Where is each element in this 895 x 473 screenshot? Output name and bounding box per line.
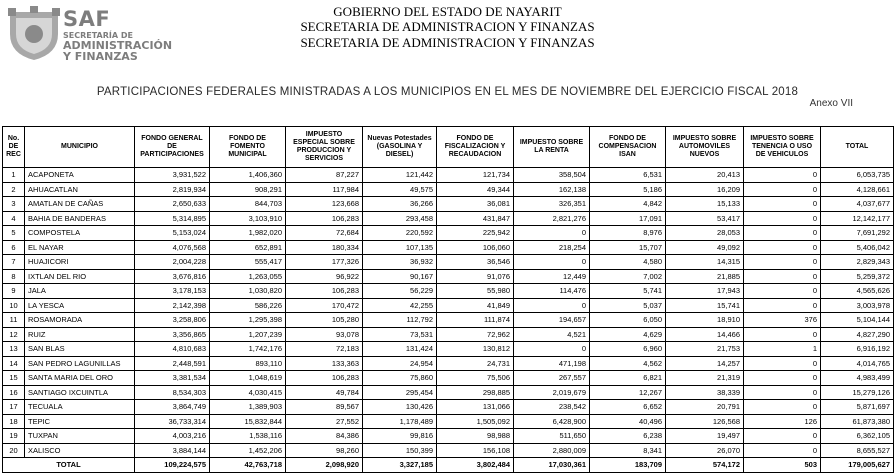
amount-cell: 293,458 [363, 211, 437, 226]
amount-cell: 0 [744, 269, 821, 284]
amount-cell: 53,417 [666, 211, 744, 226]
amount-cell: 3,103,910 [210, 211, 286, 226]
header-secretariat-repeat: SECRETARIA DE ADMINISTRACION Y FINANZAS [300, 35, 595, 50]
amount-cell: 0 [514, 298, 590, 313]
amount-cell: 225,942 [437, 226, 514, 241]
amount-cell: 49,092 [666, 240, 744, 255]
amount-cell: 98,988 [437, 429, 514, 444]
amount-cell: 218,254 [514, 240, 590, 255]
amount-cell: 1,982,020 [210, 226, 286, 241]
amount-cell: 87,227 [286, 168, 363, 183]
amount-cell: 40,496 [590, 414, 666, 429]
amount-cell: 19,497 [666, 429, 744, 444]
amount-cell: 16,209 [666, 182, 744, 197]
amount-cell: 1 [744, 342, 821, 357]
amount-cell: 6,050 [590, 313, 666, 328]
column-header: FONDO GENERAL DE PARTICIPACIONES [135, 127, 210, 168]
total-row [3, 458, 894, 473]
annex-label: Anexo VII [809, 98, 853, 109]
amount-cell: 5,314,895 [135, 211, 210, 226]
amount-cell: 156,108 [437, 443, 514, 458]
row-number: 9 [3, 284, 25, 299]
amount-cell: 90,167 [363, 269, 437, 284]
amount-cell: 56,229 [363, 284, 437, 299]
amount-cell: 555,417 [210, 255, 286, 270]
amount-cell: 3,884,144 [135, 443, 210, 458]
amount-cell: 106,283 [286, 284, 363, 299]
amount-cell: 6,238 [590, 429, 666, 444]
amount-cell: 4,983,499 [821, 371, 894, 386]
amount-cell: 4,827,290 [821, 327, 894, 342]
amount-cell: 15,133 [666, 197, 744, 212]
amount-cell: 298,885 [437, 385, 514, 400]
participations-table [2, 126, 894, 473]
municipality-name: EL NAYAR [25, 240, 135, 255]
municipality-name: AHUACATLAN [25, 182, 135, 197]
amount-cell: 28,053 [666, 226, 744, 241]
row-number: 7 [3, 255, 25, 270]
amount-cell: 3,178,153 [135, 284, 210, 299]
amount-cell: 3,356,865 [135, 327, 210, 342]
amount-cell: 96,922 [286, 269, 363, 284]
amount-cell: 0 [744, 182, 821, 197]
amount-cell: 220,592 [363, 226, 437, 241]
amount-cell: 6,960 [590, 342, 666, 357]
row-number: 2 [3, 182, 25, 197]
municipality-name: ACAPONETA [25, 168, 135, 183]
municipality-name: ROSAMORADA [25, 313, 135, 328]
amount-cell: 17,091 [590, 211, 666, 226]
amount-cell: 72,684 [286, 226, 363, 241]
amount-cell: 4,810,683 [135, 342, 210, 357]
amount-cell: 7,002 [590, 269, 666, 284]
amount-cell: 21,885 [666, 269, 744, 284]
table-row [3, 298, 894, 313]
amount-cell: 61,873,380 [821, 414, 894, 429]
row-number: 6 [3, 240, 25, 255]
municipality-name: TECUALA [25, 400, 135, 415]
row-number: 17 [3, 400, 25, 415]
table-row [3, 240, 894, 255]
amount-cell: 2,880,009 [514, 443, 590, 458]
row-number: 5 [3, 226, 25, 241]
table-row [3, 414, 894, 429]
amount-cell: 15,832,844 [210, 414, 286, 429]
amount-cell: 0 [514, 342, 590, 357]
amount-cell: 1,452,206 [210, 443, 286, 458]
amount-cell: 0 [514, 226, 590, 241]
amount-cell: 267,557 [514, 371, 590, 386]
amount-cell: 0 [744, 284, 821, 299]
amount-cell: 5,741 [590, 284, 666, 299]
amount-cell: 511,650 [514, 429, 590, 444]
row-number: 1 [3, 168, 25, 183]
municipality-name: LA YESCA [25, 298, 135, 313]
table-row [3, 284, 894, 299]
amount-cell: 1,178,489 [363, 414, 437, 429]
amount-cell: 36,266 [363, 197, 437, 212]
column-header: FONDO DE COMPENSACION ISAN [590, 127, 666, 168]
amount-cell: 93,078 [286, 327, 363, 342]
amount-cell: 1,295,398 [210, 313, 286, 328]
column-header: IMPUESTO SOBRE TENENCIA O USO DE VEHICULOS [744, 127, 821, 168]
amount-cell: 5,153,024 [135, 226, 210, 241]
column-header: FONDO DE FOMENTO MUNICIPAL [210, 127, 286, 168]
municipality-name: JALA [25, 284, 135, 299]
amount-cell: 107,135 [363, 240, 437, 255]
amount-cell: 24,731 [437, 356, 514, 371]
amount-cell: 1,406,360 [210, 168, 286, 183]
total-amount: 17,030,361 [514, 458, 590, 473]
amount-cell: 5,406,042 [821, 240, 894, 255]
column-header: FONDO DE FISCALIZACION Y RECAUDACION [437, 127, 514, 168]
total-amount: 503 [744, 458, 821, 473]
amount-cell: 36,932 [363, 255, 437, 270]
amount-cell: 4,580 [590, 255, 666, 270]
municipality-name: HUAJICORI [25, 255, 135, 270]
municipality-name: AMATLAN DE CAÑAS [25, 197, 135, 212]
column-header: IMPUESTO SOBRE LA RENTA [514, 127, 590, 168]
amount-cell: 126 [744, 414, 821, 429]
row-number: 4 [3, 211, 25, 226]
amount-cell: 6,652 [590, 400, 666, 415]
amount-cell: 0 [514, 255, 590, 270]
amount-cell: 98,260 [286, 443, 363, 458]
amount-cell: 36,733,314 [135, 414, 210, 429]
amount-cell: 2,448,591 [135, 356, 210, 371]
row-number: 8 [3, 269, 25, 284]
amount-cell: 36,081 [437, 197, 514, 212]
municipality-name: SAN PEDRO LAGUNILLAS [25, 356, 135, 371]
amount-cell: 238,542 [514, 400, 590, 415]
amount-cell: 2,004,228 [135, 255, 210, 270]
amount-cell: 105,280 [286, 313, 363, 328]
amount-cell: 130,812 [437, 342, 514, 357]
municipality-name: COMPOSTELA [25, 226, 135, 241]
table-row [3, 342, 894, 357]
amount-cell: 5,259,372 [821, 269, 894, 284]
amount-cell: 49,344 [437, 182, 514, 197]
amount-cell: 4,521 [514, 327, 590, 342]
amount-cell: 15,279,126 [821, 385, 894, 400]
amount-cell: 893,110 [210, 356, 286, 371]
amount-cell: 6,053,735 [821, 168, 894, 183]
amount-cell: 12,449 [514, 269, 590, 284]
amount-cell: 1,742,176 [210, 342, 286, 357]
amount-cell: 0 [744, 168, 821, 183]
table-row [3, 211, 894, 226]
table-row [3, 429, 894, 444]
amount-cell: 4,562 [590, 356, 666, 371]
amount-cell: 49,575 [363, 182, 437, 197]
table-row [3, 226, 894, 241]
amount-cell: 14,315 [666, 255, 744, 270]
amount-cell: 1,207,239 [210, 327, 286, 342]
amount-cell: 106,283 [286, 211, 363, 226]
amount-cell: 21,753 [666, 342, 744, 357]
amount-cell: 3,931,522 [135, 168, 210, 183]
amount-cell: 72,183 [286, 342, 363, 357]
amount-cell: 6,916,192 [821, 342, 894, 357]
amount-cell: 15,741 [666, 298, 744, 313]
amount-cell: 0 [744, 197, 821, 212]
amount-cell: 126,568 [666, 414, 744, 429]
amount-cell: 111,874 [437, 313, 514, 328]
municipality-name: SANTA MARIA DEL ORO [25, 371, 135, 386]
row-number: 18 [3, 414, 25, 429]
municipality-name: SANTIAGO IXCUINTLA [25, 385, 135, 400]
amount-cell: 358,504 [514, 168, 590, 183]
amount-cell: 6,428,900 [514, 414, 590, 429]
amount-cell: 0 [744, 429, 821, 444]
amount-cell: 0 [744, 371, 821, 386]
amount-cell: 4,014,765 [821, 356, 894, 371]
total-amount: 179,005,627 [821, 458, 894, 473]
amount-cell: 5,104,144 [821, 313, 894, 328]
amount-cell: 55,980 [437, 284, 514, 299]
logo-brand: SAF [63, 7, 111, 31]
amount-cell: 1,263,055 [210, 269, 286, 284]
amount-cell: 4,629 [590, 327, 666, 342]
amount-cell: 8,655,527 [821, 443, 894, 458]
amount-cell: 4,842 [590, 197, 666, 212]
amount-cell: 376 [744, 313, 821, 328]
amount-cell: 1,538,116 [210, 429, 286, 444]
amount-cell: 2,650,633 [135, 197, 210, 212]
amount-cell: 73,531 [363, 327, 437, 342]
amount-cell: 6,362,105 [821, 429, 894, 444]
amount-cell: 0 [744, 400, 821, 415]
amount-cell: 4,030,415 [210, 385, 286, 400]
amount-cell: 121,734 [437, 168, 514, 183]
amount-cell: 0 [744, 443, 821, 458]
amount-cell: 180,334 [286, 240, 363, 255]
amount-cell: 0 [744, 255, 821, 270]
table-row [3, 371, 894, 386]
municipality-name: TUXPAN [25, 429, 135, 444]
amount-cell: 6,531 [590, 168, 666, 183]
amount-cell: 194,657 [514, 313, 590, 328]
amount-cell: 0 [744, 327, 821, 342]
amount-cell: 4,076,568 [135, 240, 210, 255]
amount-cell: 133,363 [286, 356, 363, 371]
amount-cell: 2,142,398 [135, 298, 210, 313]
amount-cell: 89,567 [286, 400, 363, 415]
table-row [3, 168, 894, 183]
amount-cell: 2,819,934 [135, 182, 210, 197]
table-row [3, 356, 894, 371]
amount-cell: 72,962 [437, 327, 514, 342]
amount-cell: 170,472 [286, 298, 363, 313]
amount-cell: 5,871,697 [821, 400, 894, 415]
amount-cell: 1,505,092 [437, 414, 514, 429]
municipality-name: SAN BLAS [25, 342, 135, 357]
table-row [3, 400, 894, 415]
amount-cell: 131,066 [437, 400, 514, 415]
amount-cell: 131,424 [363, 342, 437, 357]
total-amount: 3,327,185 [363, 458, 437, 473]
amount-cell: 84,386 [286, 429, 363, 444]
amount-cell: 3,864,749 [135, 400, 210, 415]
amount-cell: 26,070 [666, 443, 744, 458]
amount-cell: 91,076 [437, 269, 514, 284]
amount-cell: 844,703 [210, 197, 286, 212]
table-row [3, 443, 894, 458]
amount-cell: 41,849 [437, 298, 514, 313]
amount-cell: 5,037 [590, 298, 666, 313]
column-header: IMPUESTO SOBRE AUTOMOVILES NUEVOS [666, 127, 744, 168]
amount-cell: 75,506 [437, 371, 514, 386]
logo-line1: SECRETARÍA DE [63, 31, 133, 40]
table-row [3, 182, 894, 197]
amount-cell: 14,257 [666, 356, 744, 371]
total-amount: 42,763,718 [210, 458, 286, 473]
header-government: GOBIERNO DEL ESTADO DE NAYARIT [333, 4, 562, 19]
row-number: 19 [3, 429, 25, 444]
amount-cell: 14,466 [666, 327, 744, 342]
municipality-name: XALISCO [25, 443, 135, 458]
amount-cell: 8,341 [590, 443, 666, 458]
amount-cell: 0 [744, 211, 821, 226]
total-amount: 109,224,575 [135, 458, 210, 473]
amount-cell: 2,821,276 [514, 211, 590, 226]
total-amount: 574,172 [666, 458, 744, 473]
total-label: TOTAL [3, 458, 135, 473]
amount-cell: 38,339 [666, 385, 744, 400]
column-header: TOTAL [821, 127, 894, 168]
row-number: 11 [3, 313, 25, 328]
amount-cell: 0 [744, 298, 821, 313]
amount-cell: 5,186 [590, 182, 666, 197]
amount-cell: 20,791 [666, 400, 744, 415]
amount-cell: 112,792 [363, 313, 437, 328]
amount-cell: 49,784 [286, 385, 363, 400]
amount-cell: 2,829,343 [821, 255, 894, 270]
municipality-name: TEPIC [25, 414, 135, 429]
amount-cell: 21,319 [666, 371, 744, 386]
table-row [3, 313, 894, 328]
row-number: 16 [3, 385, 25, 400]
amount-cell: 42,255 [363, 298, 437, 313]
row-number: 12 [3, 327, 25, 342]
amount-cell: 117,984 [286, 182, 363, 197]
amount-cell: 1,048,619 [210, 371, 286, 386]
amount-cell: 0 [744, 240, 821, 255]
amount-cell: 1,389,903 [210, 400, 286, 415]
amount-cell: 8,534,303 [135, 385, 210, 400]
row-number: 15 [3, 371, 25, 386]
row-number: 3 [3, 197, 25, 212]
row-number: 10 [3, 298, 25, 313]
total-amount: 2,098,920 [286, 458, 363, 473]
amount-cell: 4,565,626 [821, 284, 894, 299]
municipality-name: RUIZ [25, 327, 135, 342]
amount-cell: 177,326 [286, 255, 363, 270]
amount-cell: 24,954 [363, 356, 437, 371]
municipality-name: IXTLAN DEL RIO [25, 269, 135, 284]
table-row [3, 327, 894, 342]
column-header: MUNICIPIO [25, 127, 135, 168]
amount-cell: 18,910 [666, 313, 744, 328]
amount-cell: 106,283 [286, 371, 363, 386]
amount-cell: 431,847 [437, 211, 514, 226]
amount-cell: 3,003,978 [821, 298, 894, 313]
logo-line2: ADMINISTRACIÓN [63, 39, 173, 52]
report-title: PARTICIPACIONES FEDERALES MINISTRADAS A LOS MUNICIPIOS EN EL MES DE NOVIEMBRE DEL EJERCICIO FISCAL 2018 [96, 86, 799, 98]
row-number: 13 [3, 342, 25, 357]
amount-cell: 12,267 [590, 385, 666, 400]
amount-cell: 12,142,177 [821, 211, 894, 226]
table-row [3, 385, 894, 400]
amount-cell: 3,258,806 [135, 313, 210, 328]
table-body [3, 168, 894, 473]
logo-line3: Y FINANZAS [63, 50, 138, 63]
amount-cell: 4,128,661 [821, 182, 894, 197]
amount-cell: 121,442 [363, 168, 437, 183]
amount-cell: 27,552 [286, 414, 363, 429]
municipality-name: BAHIA DE BANDERAS [25, 211, 135, 226]
amount-cell: 3,381,534 [135, 371, 210, 386]
amount-cell: 0 [744, 356, 821, 371]
amount-cell: 99,816 [363, 429, 437, 444]
amount-cell: 15,707 [590, 240, 666, 255]
table-row [3, 197, 894, 212]
amount-cell: 17,943 [666, 284, 744, 299]
amount-cell: 586,226 [210, 298, 286, 313]
amount-cell: 36,546 [437, 255, 514, 270]
total-amount: 3,802,484 [437, 458, 514, 473]
total-amount: 183,709 [590, 458, 666, 473]
row-number: 20 [3, 443, 25, 458]
table-header-row [3, 127, 894, 168]
amount-cell: 4,037,677 [821, 197, 894, 212]
row-number: 14 [3, 356, 25, 371]
amount-cell: 908,291 [210, 182, 286, 197]
amount-cell: 75,860 [363, 371, 437, 386]
header-secretariat: SECRETARIA DE ADMINISTRACION Y FINANZAS [300, 19, 595, 34]
table-row [3, 269, 894, 284]
amount-cell: 326,351 [514, 197, 590, 212]
amount-cell: 6,821 [590, 371, 666, 386]
amount-cell: 20,413 [666, 168, 744, 183]
amount-cell: 471,198 [514, 356, 590, 371]
column-header: No. DE REC [3, 127, 25, 168]
column-header: Nuevas Potestades (GASOLINA Y DIESEL) [363, 127, 437, 168]
table-row [3, 255, 894, 270]
amount-cell: 123,668 [286, 197, 363, 212]
column-header: IMPUESTO ESPECIAL SOBRE PRODUCCION Y SERVICIOS [286, 127, 363, 168]
amount-cell: 3,676,816 [135, 269, 210, 284]
amount-cell: 2,019,679 [514, 385, 590, 400]
amount-cell: 7,691,292 [821, 226, 894, 241]
amount-cell: 4,003,216 [135, 429, 210, 444]
amount-cell: 295,454 [363, 385, 437, 400]
amount-cell: 162,138 [514, 182, 590, 197]
amount-cell: 130,426 [363, 400, 437, 415]
amount-cell: 106,060 [437, 240, 514, 255]
amount-cell: 150,399 [363, 443, 437, 458]
amount-cell: 652,891 [210, 240, 286, 255]
amount-cell: 0 [744, 226, 821, 241]
amount-cell: 0 [744, 385, 821, 400]
amount-cell: 8,976 [590, 226, 666, 241]
amount-cell: 114,476 [514, 284, 590, 299]
amount-cell: 1,030,820 [210, 284, 286, 299]
